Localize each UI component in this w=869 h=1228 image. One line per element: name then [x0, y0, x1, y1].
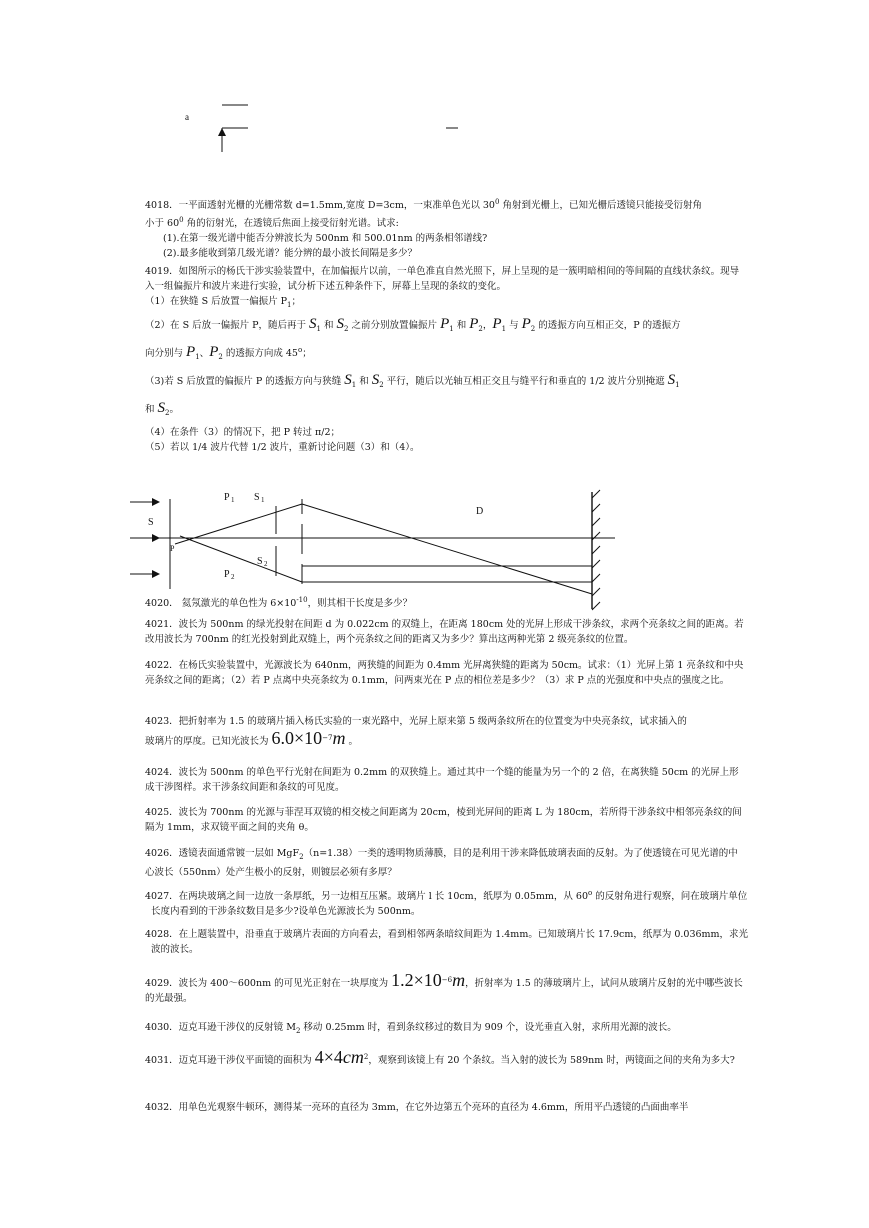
problem-4027: 4027．在两块玻璃之间一边放一条厚纸，另一边相互压紧。玻璃片 l 长 10cm，纸厚为 0.05mm，从 60$^o$ 的反射角进行观察，问在玻璃片单位长度内看到的干涉条纹数目是多少?设单色光源波长为 500nm。 [145, 889, 748, 918]
problem-4018: 4018．一平面透射光栅的光栅常数 d=1.5mm,宽度 D=3cm，一束准单色光以 $30^0$ 角射到光栅上，已知光栅后透镜只能接受衍射角 小于 $60^0$ 角的衍射光，在透镜后焦面上接受衍射光谱。试求: (1).在第一级光谱中能否分辨波长为 500nm 和 500.01nm 的两条相邻谱线? (2).最多能收到第几级光谱？能分辨的最小波长间隔是多少？ [145, 195, 745, 261]
label-s: S [148, 517, 154, 528]
svg-text:2: 2 [264, 560, 268, 568]
question-1: (1).在第一级光谱中能否分辨波长为 500nm 和 500.01nm 的两条相邻谱线? [163, 233, 488, 245]
problem-4032: 4032．用单色光观察牛顿环，测得某一亮环的直径为 3mm，在它外边第五个亮环的直径为 4.6mm，所用平凸透镜的凸面曲率半 [145, 1102, 689, 1113]
arrow-bottom [152, 570, 160, 578]
problem-4025: 4025．波长为 700nm 的光源与菲涅耳双镜的相交棱之间距离为 20cm，棱到光屏间的距离 L 为 180cm，若所得干涉条纹中相邻亮条纹的间隔为 1mm，求双镜平面之间的夹角 θ。 [145, 807, 742, 833]
problem-4019: 4019．如图所示的杨氏干涉实验装置中，在加偏振片以前，一单色准直自然光照下，屏上呈现的是一簇明暗相间的等间隔的直线状条纹。现导入一组偏振片和波片来进行实验，试分析下述五种条件下，屏幕上呈现的条纹的变化。 （1）在狭缝 S 后放置一偏振片 $P_1$； （2）在 S 后放一偏振片 P，随后再于 $S_1$ 和 $S_2$ 之前分别放置偏振片 $P_1$ 和 $P_2$，$P_1$ 与 $P_2$ 的透振方向互相正交，P 的透振方 向分别与 $P_1$、$P_2$ 的透振方向成 45$^o$； （3)若 S 后放置的偏振片 P 的透振方向与狭缝 $S_1$ 和 $S_2$ 平行，随后以光轴互相正交且与缝平行和垂直的 1/2 波片分别掩遮 $S_1$ 和 $S_2$。 （4）在条件（3）的情况下，把 P 转过 π/2； （5）若以 1/4 波片代替 1/2 波片，重新讨论问题（3）和（4）。 [145, 264, 745, 455]
label-p: P [170, 544, 175, 553]
label-d: D [476, 506, 484, 517]
question-2: (2).最多能收到第几级光谱？能分辨的最小波长间隔是多少？ [163, 248, 417, 260]
arrow-top [152, 498, 160, 506]
label-a: a [185, 112, 189, 122]
problem-4023: 4023．把折射率为 1.5 的玻璃片插入杨氏实验的一束光路中，光屏上原来第 5 级两条纹所在的位置变为中央亮条纹，试求插入的 玻璃片的厚度。已知光波长为 $6.0\times 10^{-7}m$ 。 [145, 716, 687, 749]
problem-4028: 4028．在上题装置中，沿垂直于玻璃片表面的方向看去，看到相邻两条暗纹间距为 1.4mm。已知玻璃片长 17.9cm，纸厚为 0.036mm，求光波的波长。 [145, 929, 749, 955]
problem-4031: 4031．迈克耳逊干涉仪平面镜的面积为 $4\times 4cm^2$，观察到该镜上有 20 个条纹。当入射的波长为 589nm 时，两镜面之间的夹角为多大? [145, 1047, 735, 1068]
label-s2: S [257, 556, 263, 567]
svg-text:1: 1 [231, 496, 235, 504]
svg-text:2: 2 [231, 573, 235, 581]
label-s1: S [254, 492, 260, 503]
problem-4026: 4026．透镜表面通常镀一层如 MgF$_2$（n=1.38）一类的透明物质薄膜，目的是利用干涉来降低玻璃表面的反射。为了使透镜在可见光谱的中心波长（550nm）处产生极小的反射，则镀层必须有多厚？ [145, 848, 738, 878]
problem-4029: 4029．波长为 400～600nm 的可见光正射在一块厚度为 $1.2\times 10^{-6}m$，折射率为 1.5 的薄玻璃片上，试问从玻璃片反射的光中哪些波长的光最强。 [145, 970, 743, 1005]
svg-text:1: 1 [261, 496, 265, 504]
label-p1: P [224, 492, 230, 503]
problem-4021: 4021．波长为 500nm 的绿光投射在间距 d 为 0.022cm 的双缝上，在距离 180cm 处的光屏上形成干涉条纹，求两个亮条纹之间的距离。若改用波长为 700nm 的红光投射到此双缝上，两个亮条纹之间的距离又为多少？算出这两种光第 2 级亮条纹的位置。 [145, 619, 744, 645]
problem-4030: 4030．迈克耳逊干涉仪的反射镜 $M_2$ 移动 0.25mm 时，看到条纹移过的数目为 909 个，设光垂直入射，求所用光源的波长。 [145, 1022, 677, 1035]
problem-4022: 4022．在杨氏实验装置中，光源波长为 640nm，两狭缝的间距为 0.4mm 光屏离狭缝的距离为 50cm。试求：（1）光屏上第 1 亮条纹和中央亮条纹之间的距离；（2）若 P 点离中央亮条纹为 0.1mm，问两束光在 P 点的相位差是多少？（3）求 P 点的光强度和中央点的强度之比。 [145, 660, 744, 686]
label-p2: P [224, 569, 230, 580]
problem-4019-intro: 4019．如图所示的杨氏干涉实验装置中，在加偏振片以前，一单色准直自然光照下，屏上呈现的是一簇明暗相间的等间隔的直线状条纹。现导入一组偏振片和波片来进行实验，试分析下述五种条件下，屏幕上呈现的条纹的变化。 [145, 266, 740, 292]
problem-4024: 4024．波长为 500nm 的单色平行光射在间距为 0.2mm 的双狭缝上。通过其中一个缝的能量为另一个的 2 倍，在离狭缝 50cm 的光屏上形成干涉图样。求干涉条纹间距和条纹的可见度。 [145, 767, 739, 793]
top-figure [170, 95, 470, 165]
problem-4020: 4020． 氦氖激光的单色性为 $6\times 10^{-10}$，则其相干长度是多少？ [145, 596, 413, 610]
